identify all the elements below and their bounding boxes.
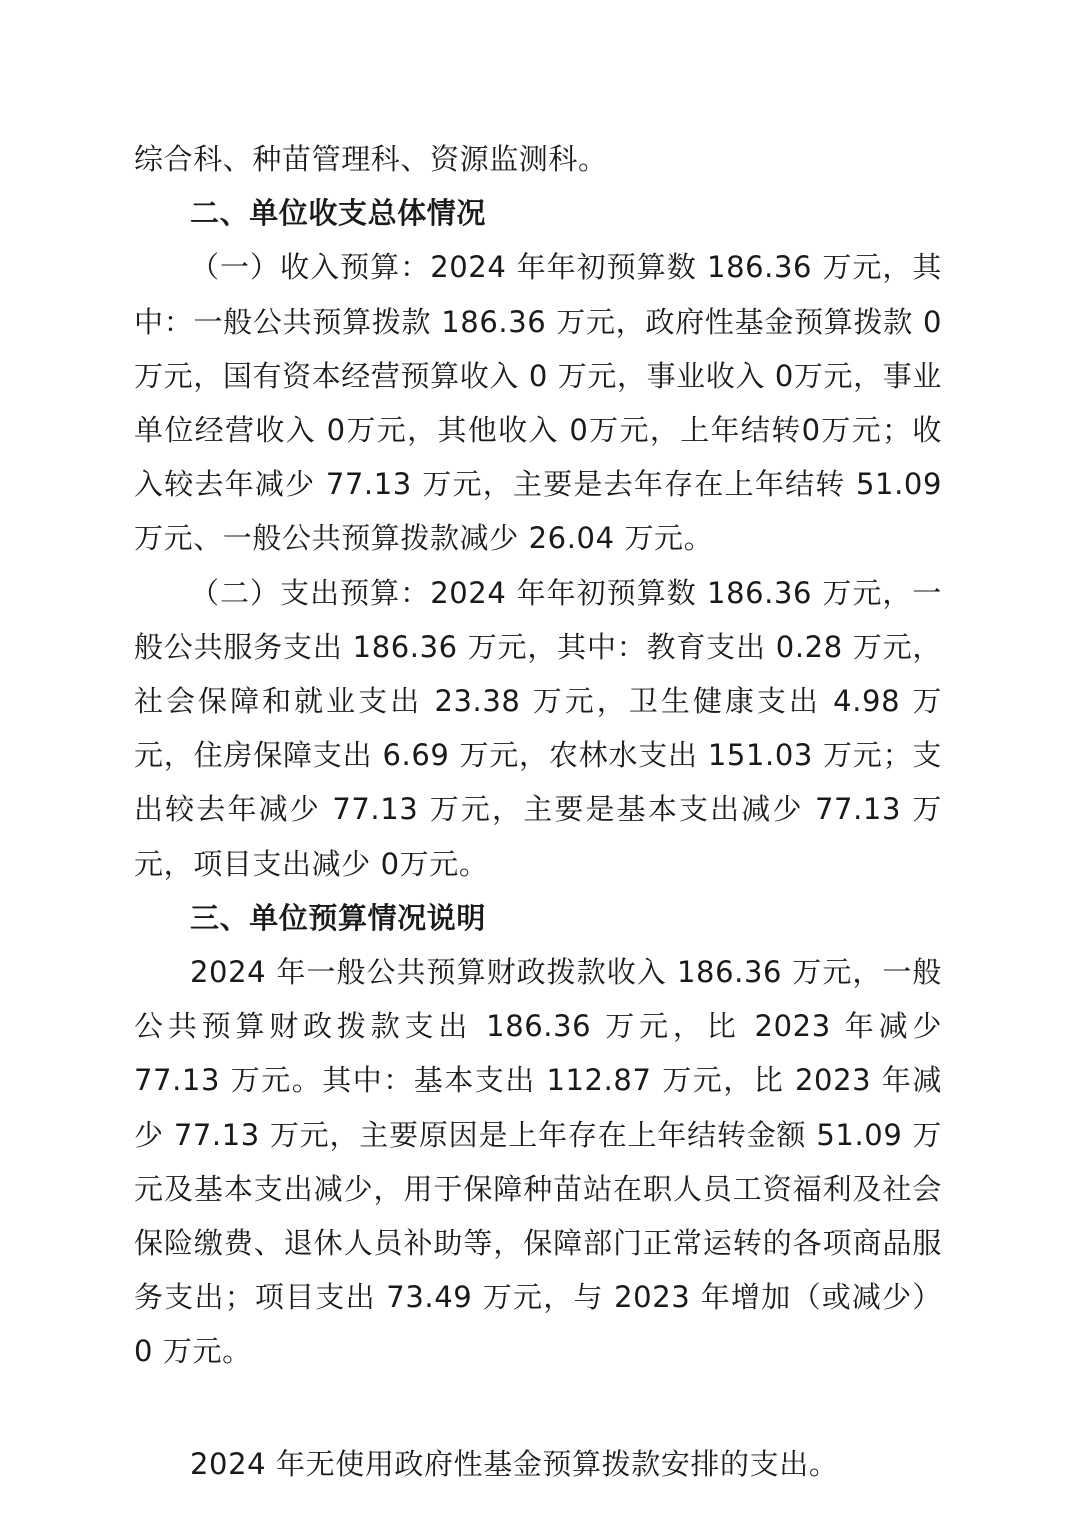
- document-page: [134, 132, 942, 1491]
- government-fund-line: 2024 年无使用政府性基金预算拨款安排的支出。: [190, 1446, 839, 1481]
- budget-explanation-paragraph: 2024 年一般公共预算财政拨款收入 186.36 万元，一般公共预算财政拨款支出 186.36 万元，比 2023 年减少 77.13 万元。其中：基本支出 112.87 万元，比 2023 年减少 77.13 万元，主要原因是上年存在上年结转金额 51.09 万元及基本支出减少，用于保障种苗站在职人员工资福利及社会保险缴费、退休人员补助等，保障部门正常运转的各项商品服务支出；项目支出 73.49 万元，与 2023 年增加（或减少） 0 万元。: [134, 955, 942, 1369]
- income-budget-paragraph: （一）收入预算：2024 年年初预算数 186.36 万元，其中：一般公共预算拨款 186.36 万元，政府性基金预算拨款 0 万元，国有资本经营预算收入 0 万元，事业收入 0万元，事业单位经营收入 0万元，其他收入 0万元，上年结转0万元；收入较去年减少 77.13 万元，主要是去年存在上年结转 51.09 万元、一般公共预算拨款减少 26.04 万元。: [134, 250, 942, 556]
- paragraph-spacer: [134, 1379, 942, 1437]
- expense-budget-paragraph: （二）支出预算：2024 年年初预算数 186.36 万元，一般公共服务支出 186.36 万元，其中：教育支出 0.28 万元，社会保障和就业支出 23.38 万元，卫生健康支出 4.98 万元，住房保障支出 6.69 万元，农林水支出 151.03 万元；支出较去年减少 77.13 万元，主要是基本支出减少 77.13 万元，项目支出减少 0万元。: [134, 575, 942, 881]
- section-3-heading: 三、单位预算情况说明: [190, 900, 487, 935]
- section-2-heading: 二、单位收支总体情况: [190, 196, 487, 231]
- intro-tail-line: 综合科、种苗管理科、资源监测科。: [134, 142, 608, 176]
